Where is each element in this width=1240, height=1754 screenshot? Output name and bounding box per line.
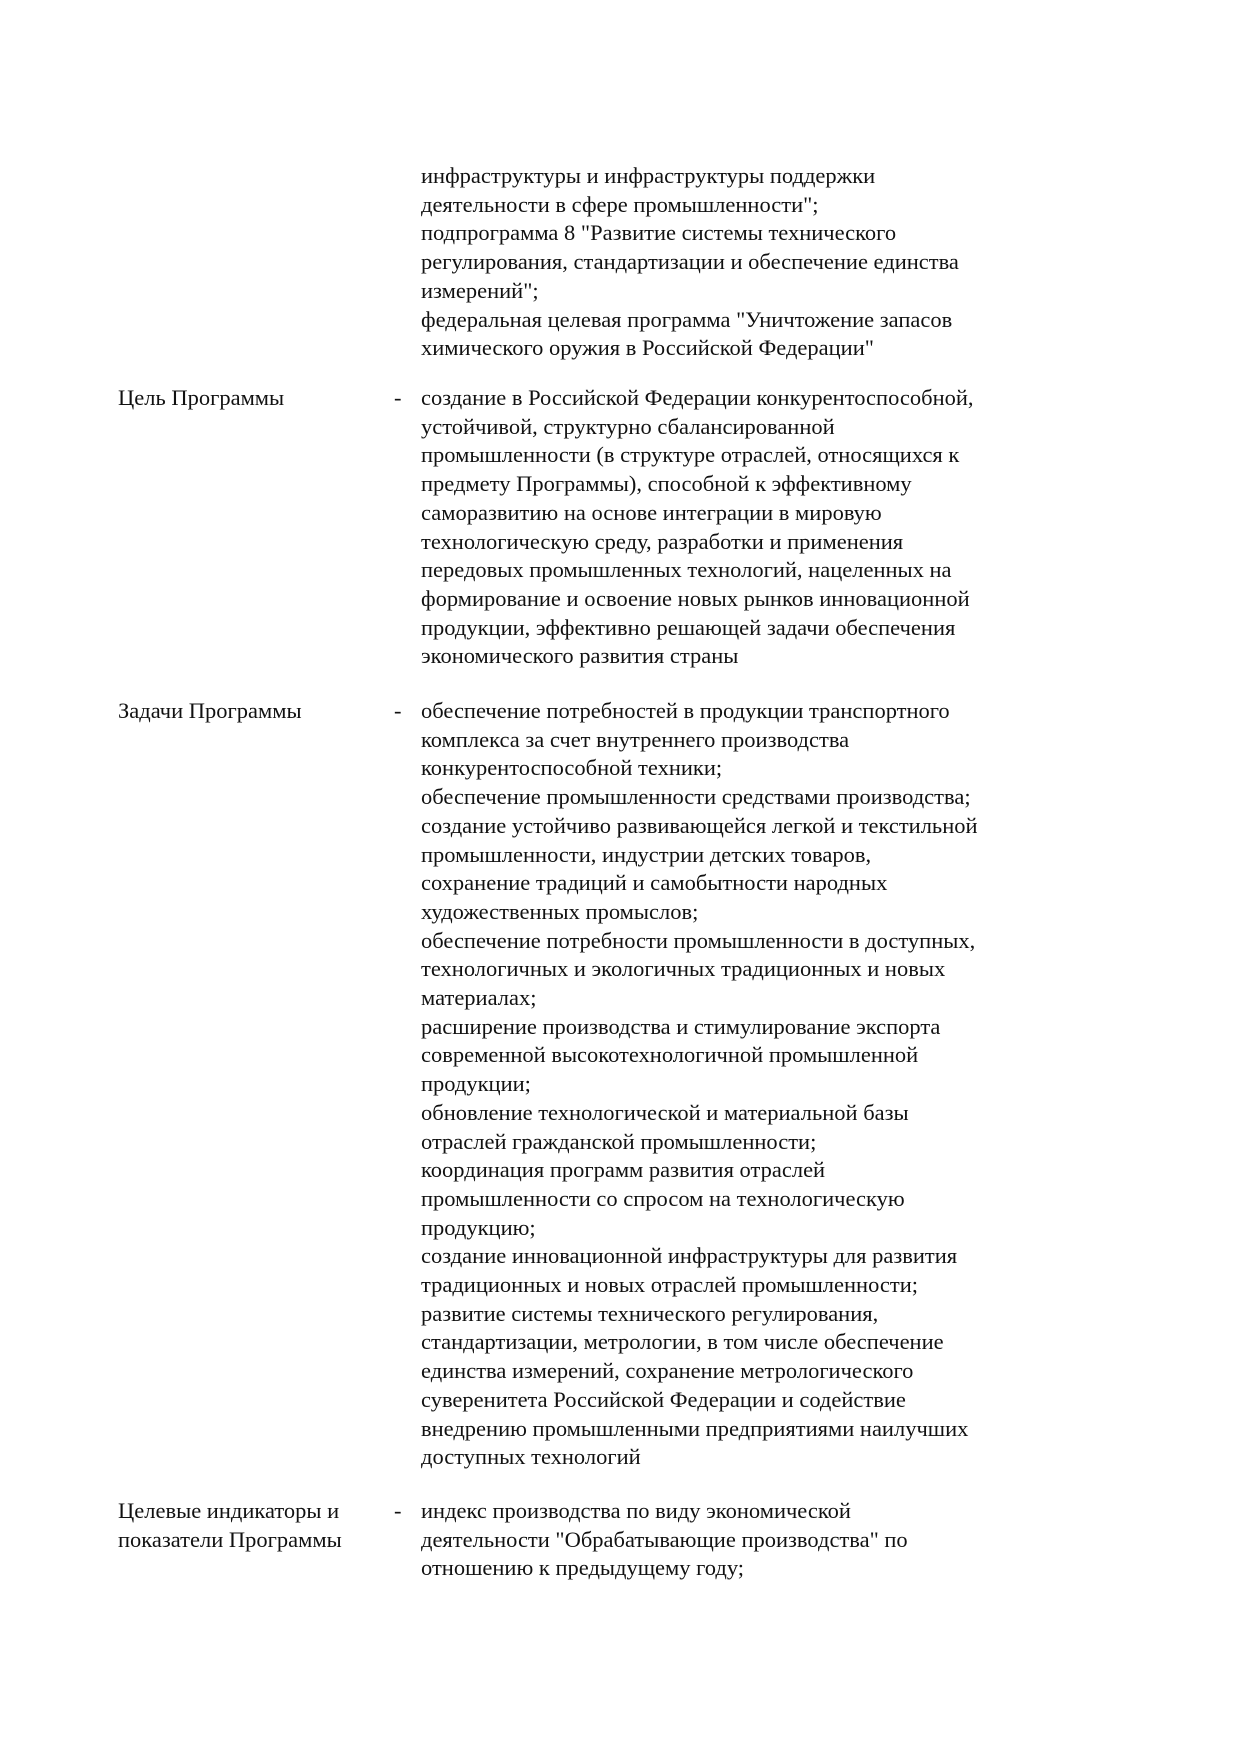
content-line: промышленности со спросом на технологическую: [421, 1185, 905, 1211]
row-content: [421, 1497, 1061, 1583]
row-dash: -: [394, 385, 402, 410]
content-line: продукцию;: [421, 1214, 536, 1240]
label-line: Задачи Программы: [118, 698, 302, 723]
content-line: развитие системы технического регулирования,: [421, 1300, 879, 1326]
content-line: обновление технологической и материальной базы: [421, 1099, 909, 1125]
content-line: расширение производства и стимулирование экспорта: [421, 1013, 941, 1039]
content-line: экономического развития страны: [421, 643, 739, 669]
row-dash: -: [394, 698, 402, 723]
content-line: передовых промышленных технологий, нацеленных на: [421, 557, 952, 583]
content-line: промышленности, индустрии детских товаров,: [421, 841, 872, 867]
content-line: подпрограмма 8 "Развитие системы технического: [421, 220, 897, 246]
content-line: художественных промыслов;: [421, 898, 699, 924]
content-line: создание в Российской Федерации конкурентоспособной,: [421, 385, 974, 410]
label-line: Целевые индикаторы и: [118, 1498, 340, 1523]
content-line: промышленности (в структуре отраслей, относящихся к: [421, 442, 960, 468]
content-line: измерений";: [421, 277, 539, 303]
content-line: продукции, эффективно решающей задачи обеспечения: [421, 614, 956, 640]
row-content: [421, 697, 1061, 1472]
content-line: обеспечение потребности промышленности в доступных,: [421, 927, 976, 953]
content-line: современной высокотехнологичной промышленной: [421, 1042, 919, 1068]
content-line: суверенитета Российской Федерации и содействие: [421, 1386, 906, 1412]
content-line: сохранение традиций и самобытности народных: [421, 870, 888, 896]
content-line: отношению к предыдущему году;: [421, 1555, 745, 1581]
row-label: [118, 1497, 388, 1554]
content-line: федеральная целевая программа "Уничтожение запасов: [421, 306, 953, 332]
content-line: технологичных и экологичных традиционных и новых: [421, 956, 946, 982]
content-line: устойчивой, структурно сбалансированной: [421, 413, 835, 439]
content-line: регулирования, стандартизации и обеспечение единства: [421, 249, 959, 275]
content-line: деятельности в сфере промышленности";: [421, 191, 819, 217]
content-line: традиционных и новых отраслей промышленности;: [421, 1272, 918, 1298]
content-line: инфраструктуры и инфраструктуры поддержки: [421, 163, 876, 188]
row-content: [421, 384, 1061, 671]
content-line: технологическую среду, разработки и применения: [421, 528, 904, 554]
content-line: саморазвитию на основе интеграции в мировую: [421, 499, 882, 525]
row-label: [118, 697, 388, 726]
content-line: создание инновационной инфраструктуры для развития: [421, 1243, 958, 1269]
content-line: внедрению промышленными предприятиями наилучших: [421, 1415, 969, 1441]
content-line: комплекса за счет внутреннего производства: [421, 726, 850, 752]
content-line: химического оружия в Российской Федерации": [421, 335, 874, 361]
content-line: отраслей гражданской промышленности;: [421, 1128, 817, 1154]
content-line: материалах;: [421, 985, 537, 1011]
row-label: [118, 384, 388, 413]
content-line: деятельности "Обрабатывающие производства" по: [421, 1526, 908, 1552]
label-line: показатели Программы: [118, 1526, 342, 1552]
content-line: единства измерений, сохранение метрологического: [421, 1358, 914, 1384]
content-line: обеспечение потребностей в продукции транспортного: [421, 698, 950, 723]
content-line: конкурентоспособной техники;: [421, 755, 723, 781]
content-line: стандартизации, метрологии, в том числе обеспечение: [421, 1329, 944, 1355]
content-line: доступных технологий: [421, 1444, 641, 1470]
content-line: обеспечение промышленности средствами производства;: [421, 784, 971, 810]
content-line: индекс производства по виду экономической: [421, 1498, 851, 1523]
content-line: продукции;: [421, 1071, 531, 1097]
content-line: координация программ развития отраслей: [421, 1157, 826, 1183]
content-line: создание устойчиво развивающейся легкой и текстильной: [421, 812, 978, 838]
content-line: формирование и освоение новых рынков инновационной: [421, 585, 970, 611]
content-line: предмету Программы), способной к эффективному: [421, 471, 912, 497]
row-content: [421, 162, 1061, 363]
label-line: Цель Программы: [118, 385, 285, 410]
row-dash: -: [394, 1498, 402, 1523]
